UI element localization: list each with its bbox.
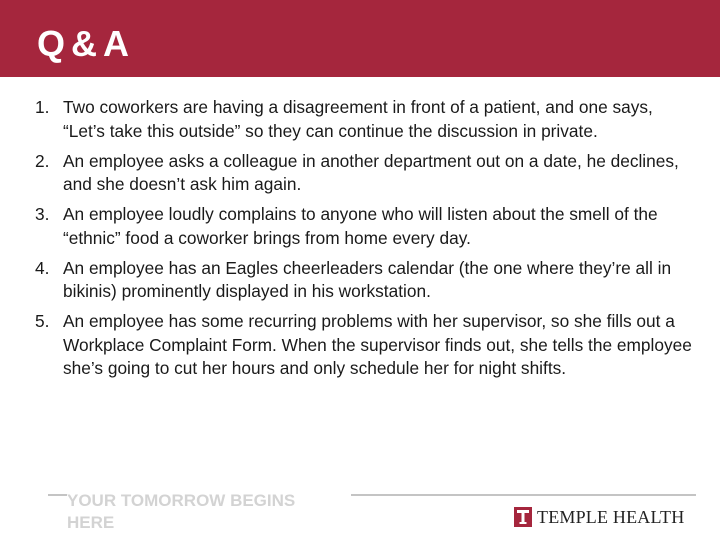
item-text: An employee asks a colleague in another department out on a date, he declines, and she doesn’t ask him again. [63,150,679,194]
item-number: 5. [35,311,50,331]
list-item [35,310,695,381]
list-item [35,150,695,197]
question-list [35,96,695,387]
item-text: An employee loudly complains to anyone who will listen about the smell of the “ethnic” food a coworker brings from home every day. [63,204,658,248]
title-bar [0,0,720,77]
list-item [35,203,695,250]
item-number: 3. [35,204,50,224]
item-number: 4. [35,257,50,278]
item-number: 1. [35,97,50,117]
temple-health-logo [510,505,684,529]
item-text: An employee has an Eagles cheerleaders calendar (the one where they’re all in bikinis) prominently displayed in his workstation. [63,257,672,301]
list-item [35,257,695,304]
logo-text: TEMPLE HEALTH [537,506,685,527]
slide-title: Q&A [37,23,135,64]
item-number: 2. [35,150,50,171]
item-text: Two coworkers are having a disagreement in front of a patient, and one says, “Let’s take this outside” so they can continue the discussion in private. [63,97,653,141]
temple-t-icon [514,507,532,527]
footer-tagline: YOUR TOMORROW BEGINS HERE [67,490,351,534]
list-item [35,96,695,143]
item-text: An employee has some recurring problems with her supervisor, so she fills out a Workplace Complaint Form. When the supervisor finds out, she tells the employee she’s going to cut her hours and only schedule her for night shifts. [63,311,692,378]
